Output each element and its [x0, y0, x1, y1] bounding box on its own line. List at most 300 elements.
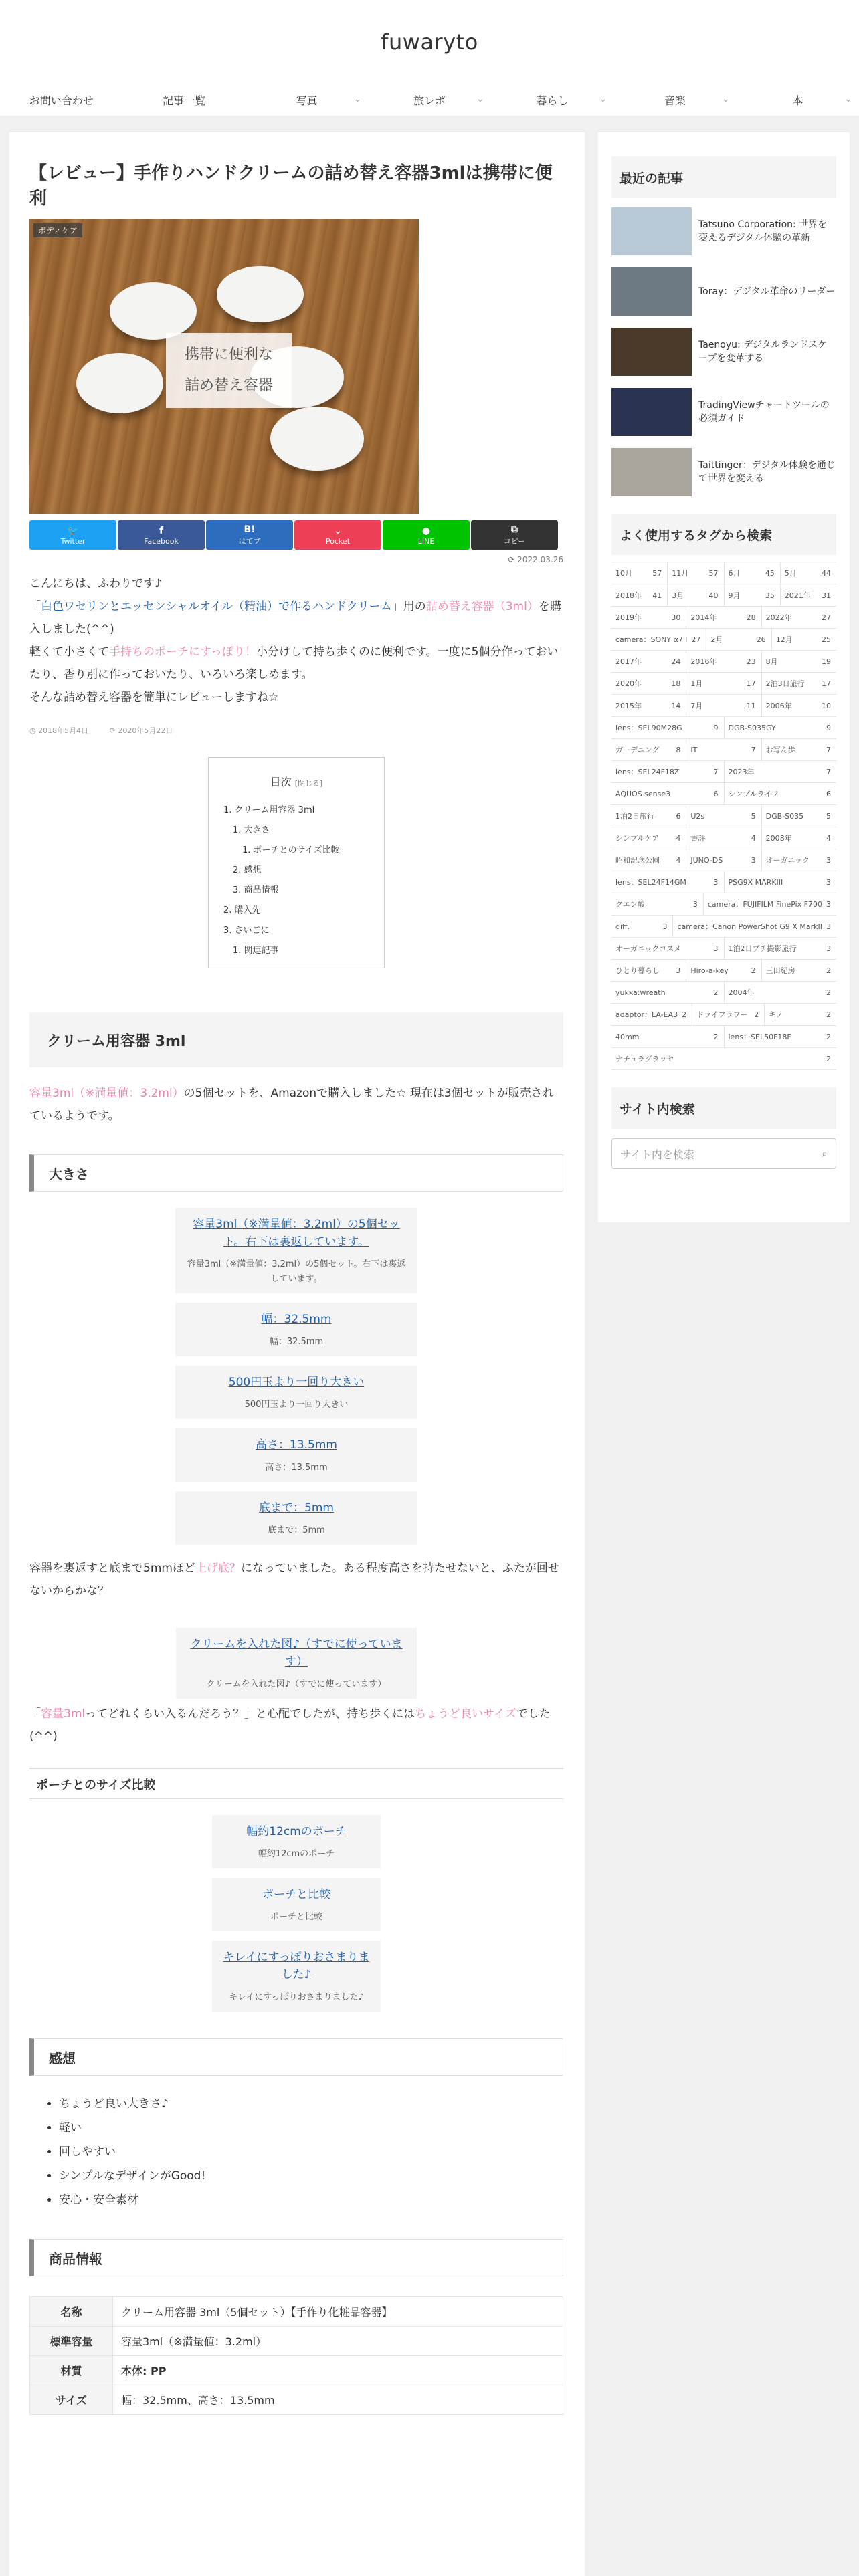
tag-link[interactable] — [761, 695, 836, 716]
share-label: Twitter — [60, 536, 86, 546]
search-input[interactable] — [611, 1138, 836, 1169]
tag-link[interactable] — [611, 916, 672, 937]
recent-post-thumbnail[interactable] — [611, 267, 692, 316]
figure-caption: ポーチと比較 — [270, 1912, 322, 1922]
table-row — [30, 2297, 563, 2327]
share-label: Pocket — [325, 536, 351, 546]
tag-count: 7 — [713, 767, 719, 776]
nav-item-label: 記事一覧 — [163, 94, 206, 107]
tag-row — [611, 695, 836, 717]
share-label: Facebook — [144, 536, 179, 546]
toc-item[interactable]: 3. さいごに — [223, 926, 270, 936]
tag-link[interactable] — [761, 827, 836, 849]
tag-row — [611, 717, 836, 739]
tag-name: ひとり暮らし — [615, 966, 660, 975]
tag-link[interactable] — [611, 1004, 692, 1025]
published-date: ◷ 2018年5月4日 — [29, 726, 89, 735]
recent-posts-list — [611, 202, 836, 502]
highlight-text: ちょうど良いサイズ — [415, 1707, 516, 1721]
tag-count: 2 — [713, 988, 719, 997]
recent-post-thumbnail[interactable] — [611, 207, 692, 255]
tag-name: 11月 — [672, 569, 689, 578]
recent-post[interactable] — [611, 443, 836, 502]
tag-link[interactable] — [611, 871, 724, 893]
tag-link[interactable] — [724, 584, 780, 606]
tag-count: 7 — [826, 767, 831, 776]
tag-link[interactable] — [761, 673, 836, 694]
figure — [175, 1491, 417, 1545]
highlight-text: 容量3ml（※満量値：3.2ml） — [29, 1087, 184, 1100]
tag-count: 4 — [751, 833, 756, 843]
tag-name: クエン酸 — [615, 900, 645, 909]
tag-name: 7月 — [690, 702, 703, 710]
tag-name: 9月 — [728, 591, 741, 600]
tag-link[interactable] — [686, 695, 761, 716]
tag-name: lens：SEL50F18F — [728, 1033, 791, 1041]
tag-count: 18 — [671, 679, 681, 688]
tag-row — [611, 562, 836, 584]
tag-count: 11 — [746, 701, 756, 710]
recent-post-title[interactable]: Taittinger：デジタル体験を通じて世界を変える — [698, 460, 836, 484]
tag-link[interactable] — [611, 739, 686, 760]
category-badge[interactable]: ボディケア — [33, 223, 82, 237]
tag-name: 2023年 — [728, 768, 755, 776]
recent-post-title[interactable]: TradingViewチャートツールの必須ガイド — [698, 400, 830, 424]
tag-name: シンプルライフ — [728, 790, 779, 798]
tag-count: 40 — [708, 591, 719, 600]
tag-name: 12月 — [775, 635, 793, 644]
spec-value: クリーム用容器 3ml（5個セット）【手作り化粧品容器】 — [113, 2297, 563, 2327]
tag-link[interactable] — [611, 761, 724, 782]
tag-count: 14 — [671, 701, 681, 710]
tag-link[interactable] — [761, 960, 836, 981]
search-icon[interactable]: ⌕ — [822, 1147, 828, 1160]
figure — [212, 1878, 381, 1931]
heading-size: 大きさ — [29, 1154, 563, 1192]
figure-caption: 容量3ml（※満量値：3.2ml）の5個セット。右下は裏返しています。 — [187, 1259, 406, 1284]
tag-name: lens：SEL24F18Z — [615, 768, 680, 776]
tag-link[interactable] — [611, 982, 724, 1003]
tag-name: adaptor：LA-EA3 — [615, 1010, 678, 1019]
tag-name: 2022年 — [765, 613, 792, 622]
tag-link[interactable] — [761, 739, 836, 760]
toc-item[interactable]: 1. 大きさ — [233, 825, 270, 835]
image-link[interactable]: 500円玉より一回り大きい — [228, 1376, 365, 1389]
tag-row — [611, 893, 836, 916]
hatena-icon: B! — [244, 524, 256, 535]
recent-post-title[interactable]: Tatsuno Corporation: 世界を変えるデジタル体験の革新 — [698, 219, 828, 243]
tag-row — [611, 629, 836, 651]
list-item: • 安心・安全素材 — [59, 2188, 563, 2212]
size-figures — [29, 1208, 563, 1545]
spec-label: 名称 — [30, 2297, 113, 2327]
spec-label: 標準容量 — [30, 2327, 113, 2356]
impression-list — [59, 2092, 563, 2212]
chevron-down-icon: ⌄ — [599, 94, 607, 104]
hand-cream-link[interactable]: 白色ワセリンとエッセンシャルオイル（精油）で作るハンドクリーム — [41, 600, 392, 613]
tag-link[interactable] — [692, 1004, 764, 1025]
spec-value: 容量3ml（※満量値：3.2ml） — [113, 2327, 563, 2356]
tag-count: 2 — [826, 988, 831, 997]
tag-name: 2014年 — [690, 613, 717, 622]
tag-row — [611, 1026, 836, 1048]
tag-link[interactable] — [611, 1026, 724, 1047]
tag-link[interactable] — [611, 651, 686, 672]
nav-item[interactable] — [246, 84, 368, 116]
figure — [175, 1428, 417, 1482]
chevron-down-icon: ⌄ — [721, 94, 730, 104]
tag-count: 27 — [821, 613, 831, 622]
tag-count: 31 — [822, 591, 831, 600]
heading-impression: 感想 — [29, 2038, 563, 2076]
text: 「 — [29, 600, 41, 613]
highlight-text: 容量3ml — [41, 1707, 86, 1721]
text: 「 — [29, 1707, 41, 1721]
spec-label: サイズ — [30, 2385, 113, 2415]
figure-caption: 底まで：5mm — [268, 1525, 325, 1535]
tag-name: 2月 — [710, 635, 723, 644]
nav-item-label: 写真 — [296, 94, 318, 107]
tag-count: 9 — [713, 723, 719, 732]
tag-link[interactable] — [761, 849, 836, 871]
tag-name: 2020年 — [615, 679, 642, 688]
tag-count: 4 — [676, 833, 681, 843]
recent-post[interactable] — [611, 202, 836, 261]
tag-name: 2泊3日旅行 — [765, 679, 805, 688]
nav-item[interactable] — [0, 84, 122, 116]
toc-title-text: 目次 — [270, 776, 292, 788]
tag-name: 5月 — [784, 569, 797, 578]
table-row — [30, 2327, 563, 2356]
pouch-figures — [29, 1815, 563, 2012]
text: を購入しました(^^) — [29, 600, 561, 636]
toc-item[interactable]: 1. クリーム用容器 3ml — [223, 805, 315, 815]
recent-post-title[interactable]: Toray：デジタル革命のリーダー — [698, 286, 836, 297]
tag-link[interactable] — [611, 673, 686, 694]
tag-row — [611, 673, 836, 695]
tag-name: 2016年 — [690, 657, 717, 666]
tag-link[interactable] — [672, 916, 836, 937]
tag-count: 2 — [754, 1010, 759, 1019]
tag-name: DGB-S035 — [765, 811, 804, 821]
tag-link[interactable] — [780, 562, 836, 584]
tag-count: 8 — [676, 745, 681, 754]
tag-link[interactable] — [761, 651, 836, 672]
tag-count: 2 — [713, 1032, 719, 1041]
chevron-down-icon: ⌄ — [844, 94, 852, 104]
tag-link[interactable] — [611, 938, 724, 959]
tag-count: 3 — [676, 966, 681, 975]
tag-row — [611, 761, 836, 783]
tag-link[interactable] — [724, 562, 780, 584]
image-link[interactable]: ポーチと比較 — [262, 1888, 330, 1901]
tag-count: 5 — [751, 811, 756, 821]
tag-name: diff. — [615, 922, 630, 931]
recent-post[interactable] — [611, 322, 836, 381]
modified-date: ⟳ 2020年5月22日 — [109, 726, 173, 735]
tag-count: 30 — [671, 613, 681, 622]
tag-link[interactable] — [611, 1048, 836, 1069]
tag-count: 57 — [708, 568, 719, 578]
nav-item[interactable] — [491, 84, 613, 116]
figure-caption: クリームを入れた図♪（すでに使っています） — [206, 1679, 387, 1689]
post-dates — [29, 725, 563, 736]
tag-row — [611, 938, 836, 960]
clock-icon: ⟳ — [508, 555, 515, 564]
figure-caption: キレイにすっぽりおさまりました♪ — [229, 1992, 364, 2002]
site-header — [0, 0, 859, 84]
text: でした(^^) — [29, 1707, 551, 1743]
tag-count: 2 — [826, 1054, 831, 1063]
text: 小分けして持ち歩くのに便利です。一度に5個分作っておいたり、香り別に作っておいたり、いろいろ楽しめます。 — [29, 645, 559, 681]
tag-name: お写ん歩 — [765, 746, 795, 754]
container-cap — [110, 282, 197, 340]
container-cap — [76, 353, 163, 413]
tag-name: 40mm — [615, 1032, 640, 1041]
tag-search-title: よく使用するタグから検索 — [611, 514, 836, 555]
image-link[interactable]: キレイにすっぽりおさまりました♪ — [223, 1951, 370, 1981]
recent-post-thumbnail[interactable] — [611, 448, 692, 496]
share-button-コピー[interactable] — [471, 520, 558, 550]
tag-link[interactable] — [611, 827, 686, 849]
text: になっていました。ある程度高さを持たせないと、ふたが回せないからかな？ — [29, 1562, 559, 1598]
text: 容器を裏返すと底まで5mmほど — [29, 1562, 195, 1575]
tag-link[interactable] — [764, 1004, 836, 1025]
tag-count: 3 — [826, 922, 831, 931]
tag-count: 2 — [751, 966, 756, 975]
text: ってどれくらい入るんだろう？」と心配でしたが、持ち歩くには — [85, 1707, 415, 1721]
tag-link[interactable] — [724, 871, 837, 893]
toc-item[interactable]: 2. 購入先 — [223, 905, 261, 916]
update-date-text: 2022.03.26 — [517, 555, 563, 564]
tag-link[interactable] — [686, 849, 761, 871]
tag-count: 19 — [821, 657, 831, 666]
tag-link[interactable] — [667, 584, 723, 606]
tag-count: 7 — [826, 745, 831, 754]
tag-row — [611, 607, 836, 629]
tag-count: 45 — [765, 568, 775, 578]
text: 」用の — [391, 600, 426, 613]
tag-name: キノ — [769, 1010, 783, 1019]
tag-link[interactable] — [686, 805, 761, 827]
image-link[interactable]: 容量3ml（※満量値：3.2ml）の5個セット。右下は裏返しています。 — [193, 1218, 400, 1249]
tag-count: 3 — [713, 944, 719, 953]
tag-link[interactable] — [724, 717, 837, 738]
image-link[interactable]: クリームを入れた図♪（すでに使っています） — [190, 1638, 403, 1669]
table-row — [30, 2385, 563, 2415]
tag-name: AQUOS sense3 — [615, 789, 671, 798]
figure-caption: 幅：32.5mm — [269, 1337, 324, 1347]
tag-name: U2s — [690, 811, 705, 821]
tag-link[interactable] — [724, 938, 837, 959]
tag-row — [611, 916, 836, 938]
nav-item[interactable] — [613, 84, 736, 116]
container-cap — [270, 407, 364, 471]
tag-name: yukka:wreath — [615, 988, 666, 997]
tag-row — [611, 739, 836, 761]
figure — [212, 1815, 381, 1868]
eyecatch-line: 詰め替え容器 — [184, 377, 273, 394]
tag-row — [611, 1048, 836, 1070]
image-link[interactable]: 幅約12cmのポーチ — [246, 1825, 347, 1838]
spec-value: 本体: PP — [113, 2356, 563, 2385]
sidebar — [598, 132, 850, 1222]
nav-item[interactable] — [737, 84, 859, 116]
toc-toggle[interactable]: [閉じる] — [294, 779, 323, 788]
tag-name: DGB-S035GY — [728, 723, 776, 732]
recent-post[interactable] — [611, 262, 836, 321]
nav-item[interactable] — [368, 84, 490, 116]
tag-name: 2021年 — [784, 591, 811, 600]
share-button-facebook[interactable] — [118, 520, 205, 550]
tag-link[interactable] — [703, 893, 836, 915]
tag-link[interactable] — [611, 607, 686, 628]
toc-item[interactable]: 1. 関連記事 — [233, 946, 279, 956]
tag-name: オーガニック — [765, 856, 809, 865]
intro-paragraph: そんな詰め替え容器を簡単にレビューしますね☆ — [29, 691, 279, 704]
tag-count: 2 — [826, 966, 831, 975]
tag-name: 10月 — [615, 569, 632, 578]
tag-link[interactable] — [686, 827, 761, 849]
image-link[interactable]: 底まで：5mm — [259, 1501, 334, 1515]
tag-link[interactable] — [611, 783, 724, 804]
list-item: • ちょうど良い大きさ♪ — [59, 2092, 563, 2116]
tag-row — [611, 871, 836, 893]
recent-post-thumbnail[interactable] — [611, 388, 692, 436]
tag-count: 35 — [765, 591, 775, 600]
highlight-text: 上げ底？ — [195, 1562, 241, 1575]
search-placeholder: サイト内を検索 — [620, 1148, 694, 1161]
table-of-contents — [208, 757, 385, 968]
recent-post[interactable] — [611, 383, 836, 441]
figure-caption: 高さ：13.5mm — [265, 1463, 328, 1473]
tag-link[interactable] — [611, 717, 724, 738]
tag-link[interactable] — [724, 783, 837, 804]
tag-link[interactable] — [771, 629, 836, 650]
pocket-icon: ⌄ — [334, 525, 342, 536]
tag-link[interactable] — [706, 629, 771, 650]
tag-row — [611, 1004, 836, 1026]
tag-count: 26 — [756, 635, 766, 644]
tag-link[interactable] — [667, 562, 723, 584]
tag-link[interactable] — [686, 607, 761, 628]
share-label: LINE — [417, 536, 435, 546]
tag-link[interactable] — [686, 651, 761, 672]
tag-link[interactable] — [724, 761, 837, 782]
site-search-title: サイト内検索 — [611, 1087, 836, 1129]
tag-count: 4 — [826, 833, 831, 843]
share-buttons — [29, 520, 563, 550]
tag-link[interactable] — [780, 584, 836, 606]
highlight-text: 詰め替え容器（3ml） — [425, 600, 539, 613]
facebook-icon: f — [159, 525, 164, 536]
heading-product-info: 商品情報 — [29, 2239, 563, 2276]
tag-link[interactable] — [611, 960, 686, 981]
tag-name: 書評 — [690, 834, 706, 843]
tag-name: 2015年 — [615, 702, 642, 710]
tag-link[interactable] — [724, 1026, 837, 1047]
tag-name: 6月 — [728, 569, 741, 578]
tag-row — [611, 982, 836, 1004]
recent-post-thumbnail[interactable] — [611, 328, 692, 376]
tag-link[interactable] — [611, 584, 667, 606]
tag-link[interactable] — [611, 629, 706, 650]
tag-count: 3 — [713, 877, 719, 887]
toc-item[interactable]: 1. ポーチとのサイズ比較 — [242, 845, 340, 855]
tag-count: 44 — [822, 568, 831, 578]
recent-post-title[interactable]: Taenoyu: デジタルランドスケープを変革する — [698, 340, 828, 364]
tag-link[interactable] — [611, 562, 667, 584]
tag-link[interactable] — [686, 673, 761, 694]
tag-count: 3 — [826, 855, 831, 865]
tag-link[interactable] — [611, 893, 703, 915]
line-icon: ● — [421, 525, 431, 536]
share-button-line[interactable] — [383, 520, 470, 550]
tag-count: 9 — [826, 723, 831, 732]
copy-icon: ⧉ — [511, 524, 518, 535]
tag-name: 昭和記念公園 — [615, 856, 660, 865]
tag-link[interactable] — [686, 960, 761, 981]
intro-paragraph — [29, 595, 563, 641]
tag-link[interactable] — [611, 805, 686, 827]
tag-count: 3 — [826, 877, 831, 887]
site-title[interactable]: fuwaryto — [381, 29, 478, 55]
tag-link[interactable] — [686, 739, 761, 760]
figure-caption: 幅約12cmのポーチ — [258, 1849, 335, 1859]
container-cap — [217, 266, 304, 322]
tag-name: 3月 — [672, 591, 684, 600]
tag-count: 6 — [713, 789, 719, 798]
image-link[interactable]: 高さ：13.5mm — [256, 1438, 337, 1452]
table-row — [30, 2356, 563, 2385]
recent-posts-title: 最近の記事 — [611, 156, 836, 198]
figure — [212, 1941, 381, 2012]
chevron-down-icon: ⌄ — [476, 94, 484, 104]
main-content — [9, 132, 585, 2576]
tag-name: Hiro-a-key — [690, 966, 729, 975]
tag-name: シンプルケア — [615, 834, 660, 843]
tag-name: ナチュラグラッセ — [615, 1055, 674, 1063]
tag-count: 2 — [682, 1010, 687, 1019]
list-item: • 軽い — [59, 2116, 563, 2140]
tag-name: lens：SEL24F14GM — [615, 878, 686, 887]
image-link[interactable]: 幅：32.5mm — [261, 1313, 332, 1326]
tag-link[interactable] — [761, 607, 836, 628]
tag-link[interactable] — [611, 695, 686, 716]
tag-link[interactable] — [761, 805, 836, 827]
tag-row — [611, 584, 836, 607]
eyecatch-line: 携帯に便利な — [184, 346, 273, 363]
share-button-はてブ[interactable] — [206, 520, 293, 550]
tag-count: 2 — [826, 1032, 831, 1041]
product-spec-table — [29, 2296, 563, 2415]
tag-count: 17 — [746, 679, 756, 688]
tag-count: 6 — [676, 811, 681, 821]
published-date-text: 2018年5月4日 — [38, 726, 89, 735]
toc-item[interactable]: 3. 商品情報 — [233, 885, 279, 895]
toc-item[interactable]: 2. 感想 — [233, 865, 262, 875]
tag-link[interactable] — [611, 849, 686, 871]
tag-link[interactable] — [724, 982, 837, 1003]
tag-row — [611, 960, 836, 982]
figure — [175, 1208, 417, 1293]
share-button-twitter[interactable] — [29, 520, 116, 550]
tag-count: 3 — [662, 922, 668, 931]
tag-count: 3 — [826, 944, 831, 953]
share-button-pocket[interactable] — [294, 520, 381, 550]
figure — [175, 1366, 417, 1419]
nav-item[interactable] — [122, 84, 245, 116]
